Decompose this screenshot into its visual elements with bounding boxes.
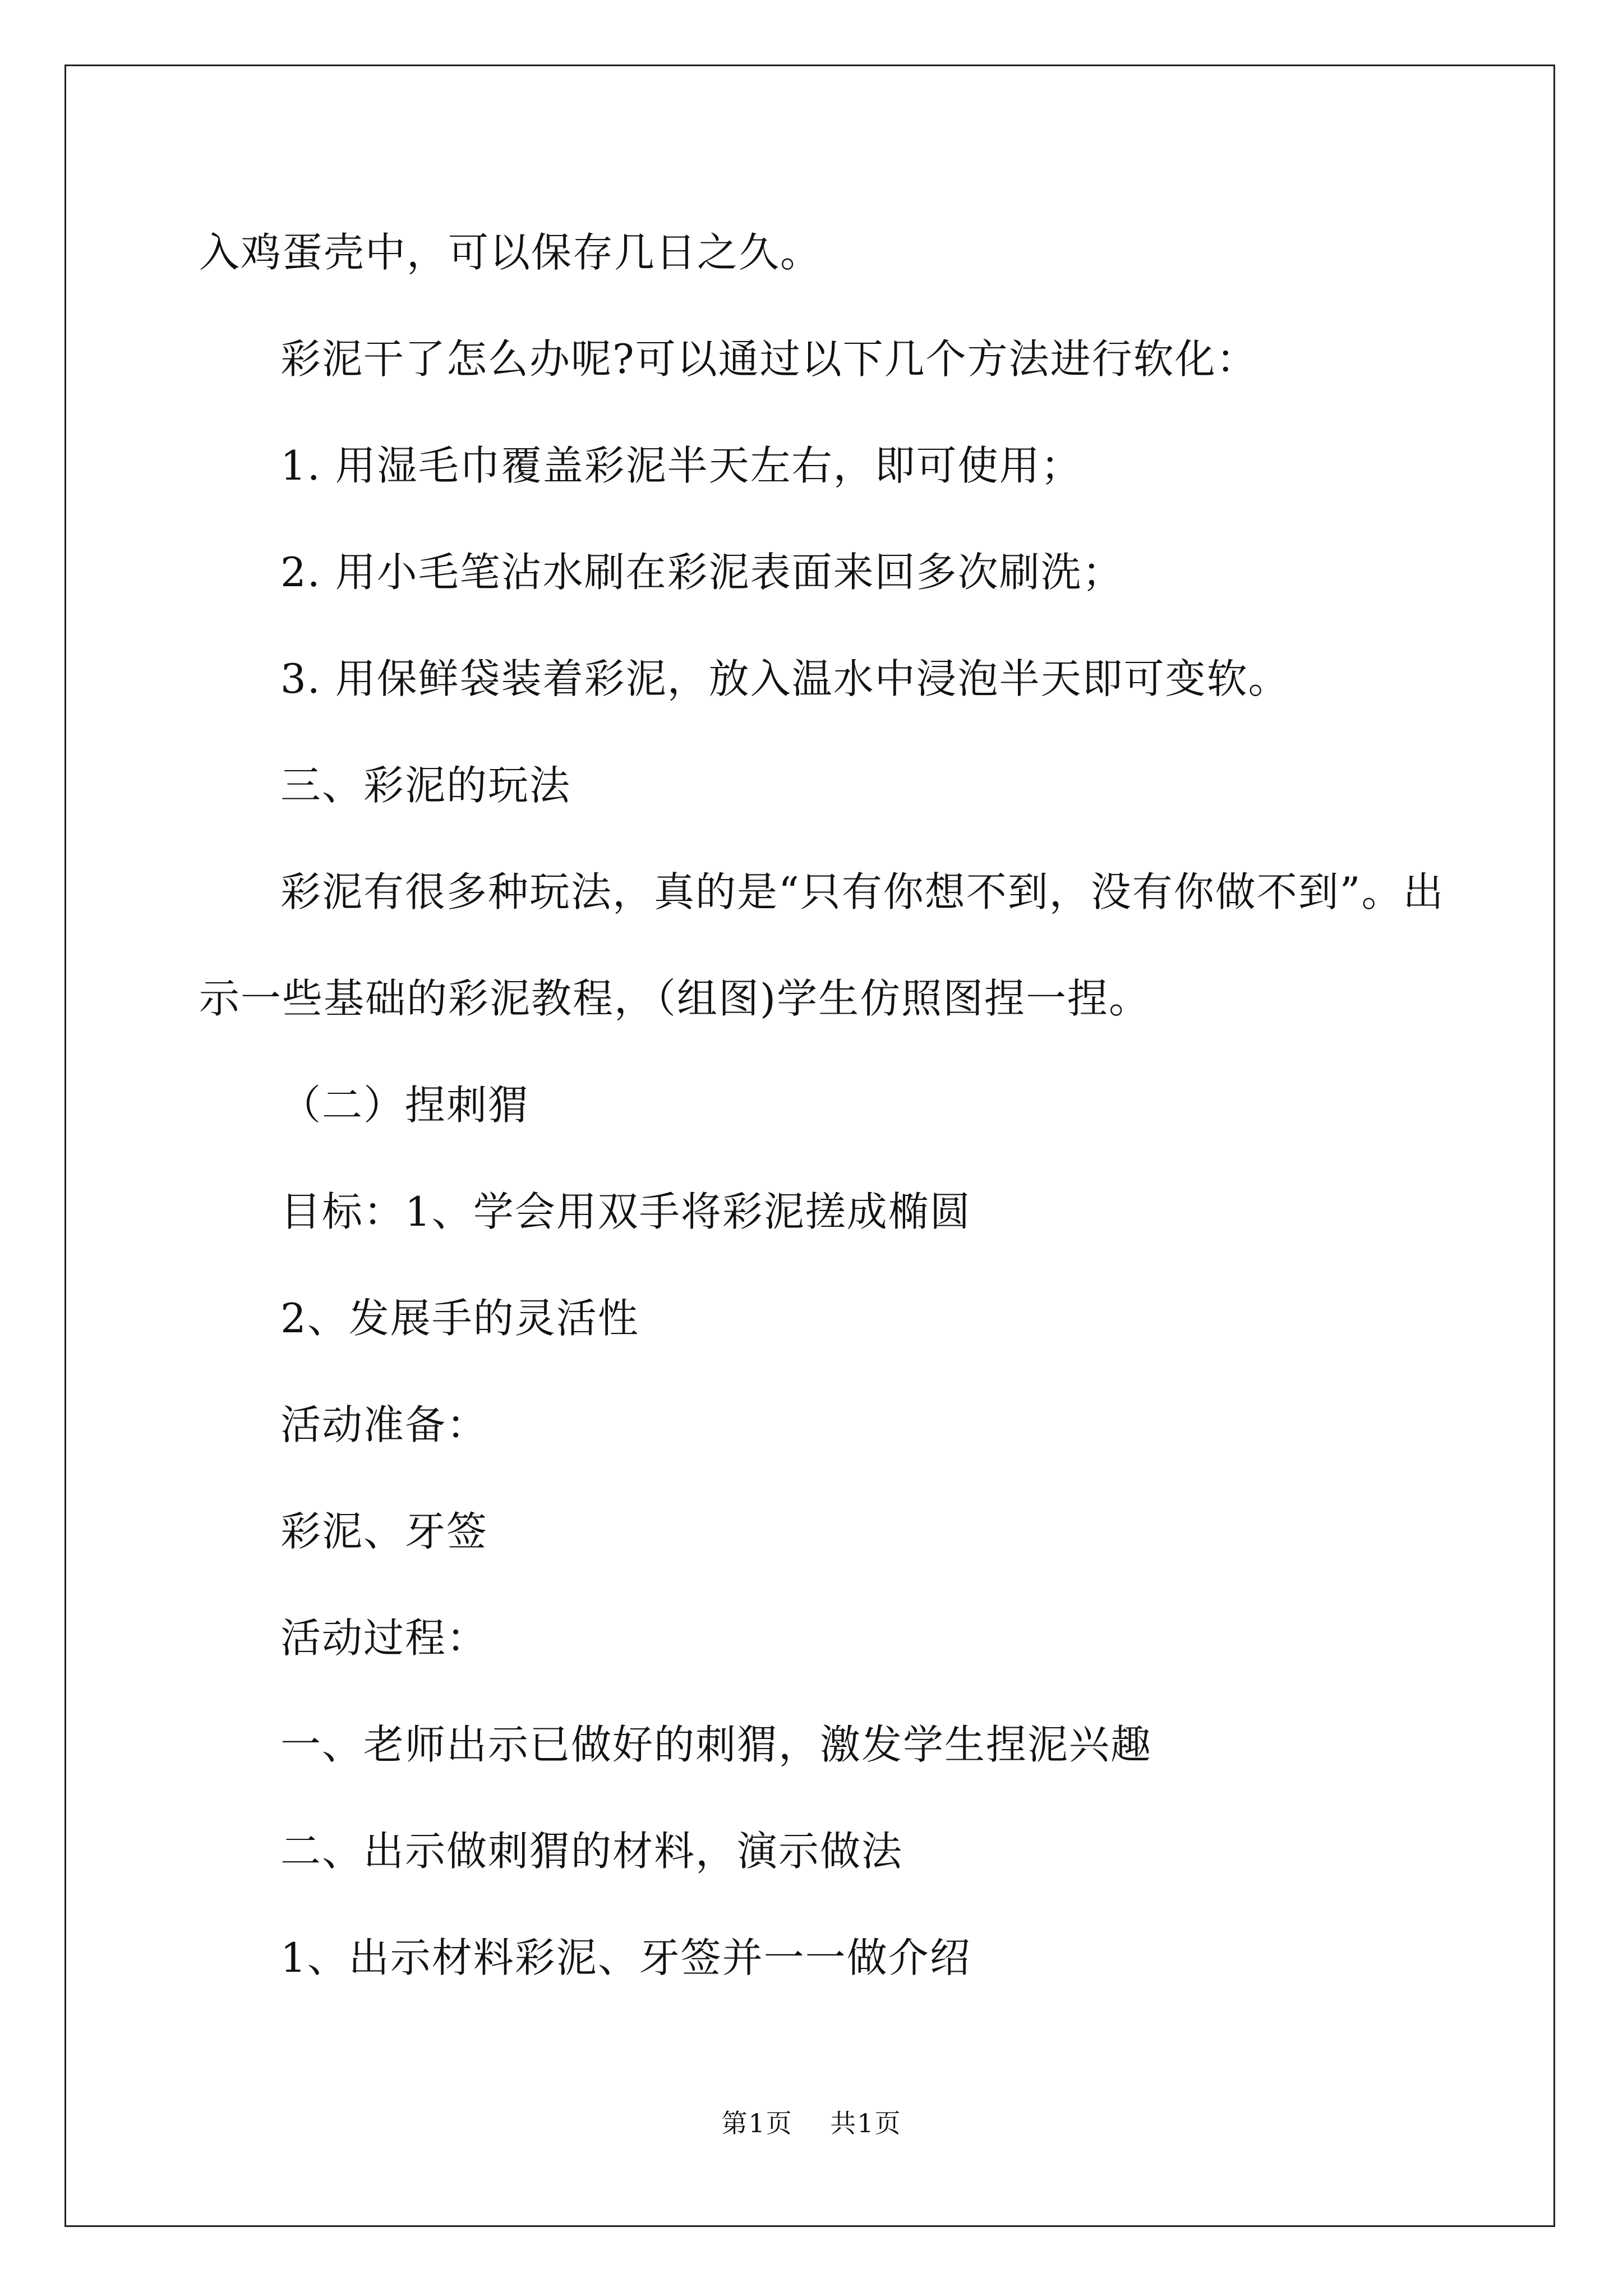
paragraph-line: 彩泥有很多种玩法，真的是“只有你想不到，没有你做不到”。出 xyxy=(280,868,1445,915)
page-number: 第1页 xyxy=(721,2108,793,2138)
list-item: 1. 用湿毛巾覆盖彩泥半天左右，即可使用； xyxy=(280,442,1082,489)
paragraph-line: 彩泥干了怎么办呢?可以通过以下几个方法进行软化： xyxy=(280,335,1258,383)
page-footer xyxy=(0,2106,1623,2140)
paragraph-line: 活动过程： xyxy=(280,1614,488,1662)
list-item: 3. 用保鲜袋装着彩泥，放入温水中浸泡半天即可变软。 xyxy=(280,655,1290,702)
paragraph-line: 活动准备： xyxy=(280,1401,488,1448)
paragraph-line: 彩泥、牙签 xyxy=(280,1508,488,1555)
paragraph-line: 入鸡蛋壳中，可以保存几日之久。 xyxy=(199,229,822,276)
paragraph-line: 1、出示材料彩泥、牙签并一一做介绍 xyxy=(280,1934,971,1981)
section-heading: 三、彩泥的玩法 xyxy=(280,762,571,809)
paragraph-line: 目标：1、学会用双手将彩泥搓成椭圆 xyxy=(280,1188,971,1235)
section-heading: （二）捏刺猬 xyxy=(280,1082,530,1129)
paragraph-line: 一、老师出示已做好的刺猬，激发学生捏泥兴趣 xyxy=(280,1721,1152,1768)
page-border xyxy=(64,65,1555,2227)
page-total: 共1页 xyxy=(830,2108,902,2138)
paragraph-line: 示一些基础的彩泥教程，（组图)学生仿照图捏一捏。 xyxy=(199,975,1151,1022)
list-item: 2. 用小毛笔沾水刷在彩泥表面来回多次刷洗； xyxy=(280,549,1124,596)
paragraph-line: 2、发展手的灵活性 xyxy=(280,1295,639,1342)
paragraph-line: 二、出示做刺猬的材料，演示做法 xyxy=(280,1828,903,1875)
